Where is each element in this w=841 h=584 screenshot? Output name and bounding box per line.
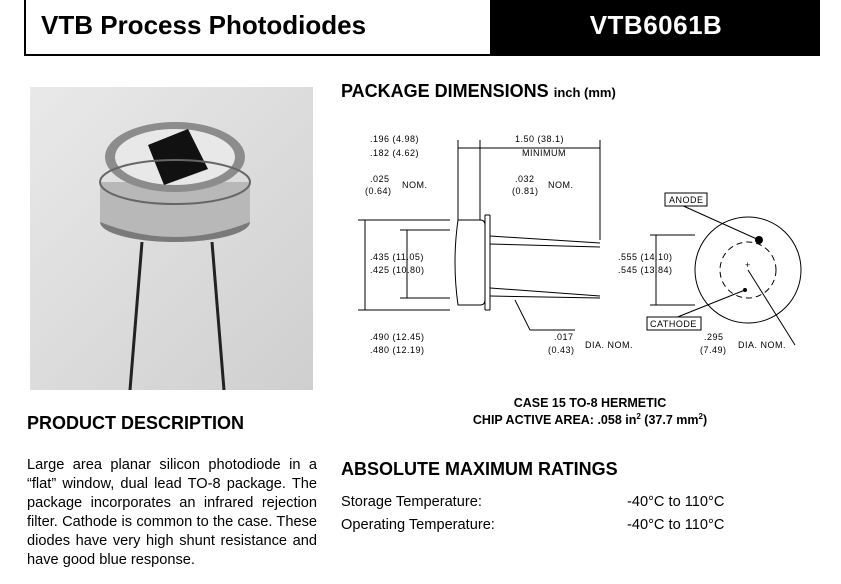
- dim-425: .425 (10.80): [370, 265, 425, 275]
- cathode-label: CATHODE: [650, 319, 697, 329]
- dia-nom-label-2: DIA. NOM.: [738, 340, 787, 350]
- dia-nom-label-1: DIA. NOM.: [585, 340, 634, 350]
- dim-032: .032: [515, 174, 535, 184]
- dim-749: (7.49): [700, 345, 727, 355]
- dim-435: .435 (11.05): [370, 252, 424, 262]
- center-mark: +: [745, 260, 751, 270]
- units-label: inch (mm): [553, 85, 616, 100]
- storage-temp-label: Storage Temperature:: [341, 494, 482, 510]
- dim-minimum: MINIMUM: [522, 148, 566, 158]
- ratings-title: ABSOLUTE MAXIMUM RATINGS: [341, 459, 618, 479]
- dim-545: .545 (13.84): [618, 265, 673, 275]
- package-drawing: [340, 120, 820, 370]
- product-description-title: PRODUCT DESCRIPTION: [27, 413, 245, 433]
- anode-label: ANODE: [669, 195, 704, 205]
- dim-017: .017: [554, 332, 574, 342]
- page-title: VTB Process Photodiodes: [24, 0, 492, 56]
- part-number: VTB6061B: [492, 0, 820, 56]
- storage-temp-value: -40°C to 110°C: [627, 494, 725, 510]
- nom-label-2: NOM.: [548, 180, 574, 190]
- case-label: CASE 15 TO-8 HERMETIC: [513, 396, 667, 410]
- nom-label-1: NOM.: [402, 180, 428, 190]
- dim-295: .295: [704, 332, 724, 342]
- package-dimensions-title: PACKAGE DIMENSIONS inch (mm): [341, 81, 616, 101]
- dim-064: (0.64): [365, 186, 392, 196]
- dim-182: .182 (4.62): [370, 148, 420, 158]
- dim-025: .025: [370, 174, 390, 184]
- dim-490: .490 (12.45): [370, 332, 425, 342]
- chip-area-label: CHIP ACTIVE AREA: .058 $in^2$ (37.7 $mm^2$): [472, 412, 708, 428]
- dim-150: 1.50 (38.1): [515, 134, 565, 144]
- dim-480: .480 (12.19): [370, 345, 425, 355]
- product-photo: [30, 87, 313, 390]
- photodiode-image: [30, 87, 313, 390]
- operating-temp-label: Operating Temperature:: [341, 517, 495, 533]
- dim-081: (0.81): [512, 186, 539, 196]
- dim-555: .555 (14.10): [618, 252, 673, 262]
- dim-196: .196 (4.98): [370, 134, 420, 144]
- dim-043: (0.43): [548, 345, 575, 355]
- product-description-text: Large area planar silicon photodiode in a “flat” window, dual lead TO-8 package. The package incorporates an infrared rejection filter. Cathode is common to the case. These diodes have very high shunt resistance and have good blue response.: [27, 457, 317, 568]
- operating-temp-value: -40°C to 110°C: [627, 517, 725, 533]
